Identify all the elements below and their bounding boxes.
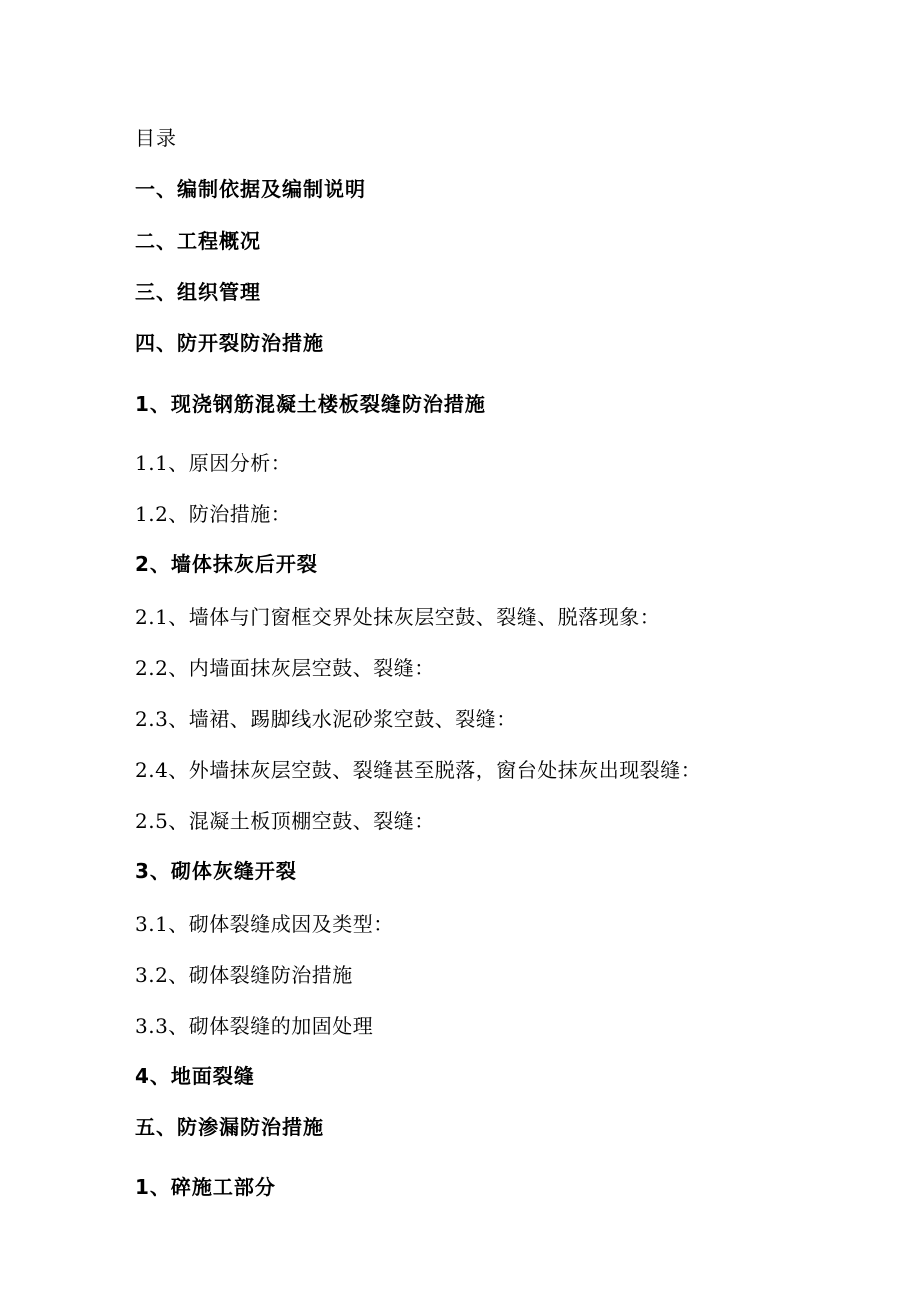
toc-entry-8: 2、墙体抹灰后开裂: [135, 552, 318, 576]
toc-entry-7: 1.2、防治措施：: [135, 502, 292, 526]
toc-entry-19: 五、防渗漏防治措施: [135, 1115, 324, 1139]
toc-entry-11: 2.3、墙裙、踢脚线水泥砂浆空鼓、裂缝：: [135, 707, 517, 731]
toc-entry-20: 1、碎施工部分: [135, 1175, 276, 1199]
toc-entry-2: 二、工程概况: [135, 229, 261, 253]
toc-entry-14: 3、砌体灰缝开裂: [135, 859, 297, 883]
toc-entry-17: 3.3、砌体裂缝的加固处理: [135, 1014, 374, 1038]
toc-entry-18: 4、地面裂缝: [135, 1064, 255, 1088]
toc-entry-3: 三、组织管理: [135, 280, 261, 304]
toc-entry-9: 2.1、墙体与门窗框交界处抹灰层空鼓、裂缝、脱落现象：: [135, 605, 661, 629]
toc-entry-16: 3.2、砌体裂缝防治措施: [135, 963, 353, 987]
toc-entry-13: 2.5、混凝土板顶棚空鼓、裂缝：: [135, 809, 435, 833]
toc-entry-12: 2.4、外墙抹灰层空鼓、裂缝甚至脱落，窗台处抹灰出现裂缝：: [135, 758, 702, 782]
toc-entry-10: 2.2、内墙面抹灰层空鼓、裂缝：: [135, 656, 435, 680]
toc-entry-1: 一、编制依据及编制说明: [135, 177, 366, 201]
toc-entry-15: 3.1、砌体裂缝成因及类型：: [135, 912, 394, 936]
toc-entry-4: 四、防开裂防治措施: [135, 331, 324, 355]
toc-entry-5: 1、现浇钢筋混凝土楼板裂缝防治措施: [135, 392, 486, 416]
toc-title: 目录: [135, 126, 177, 150]
toc-entry-6: 1.1、原因分析：: [135, 451, 292, 475]
